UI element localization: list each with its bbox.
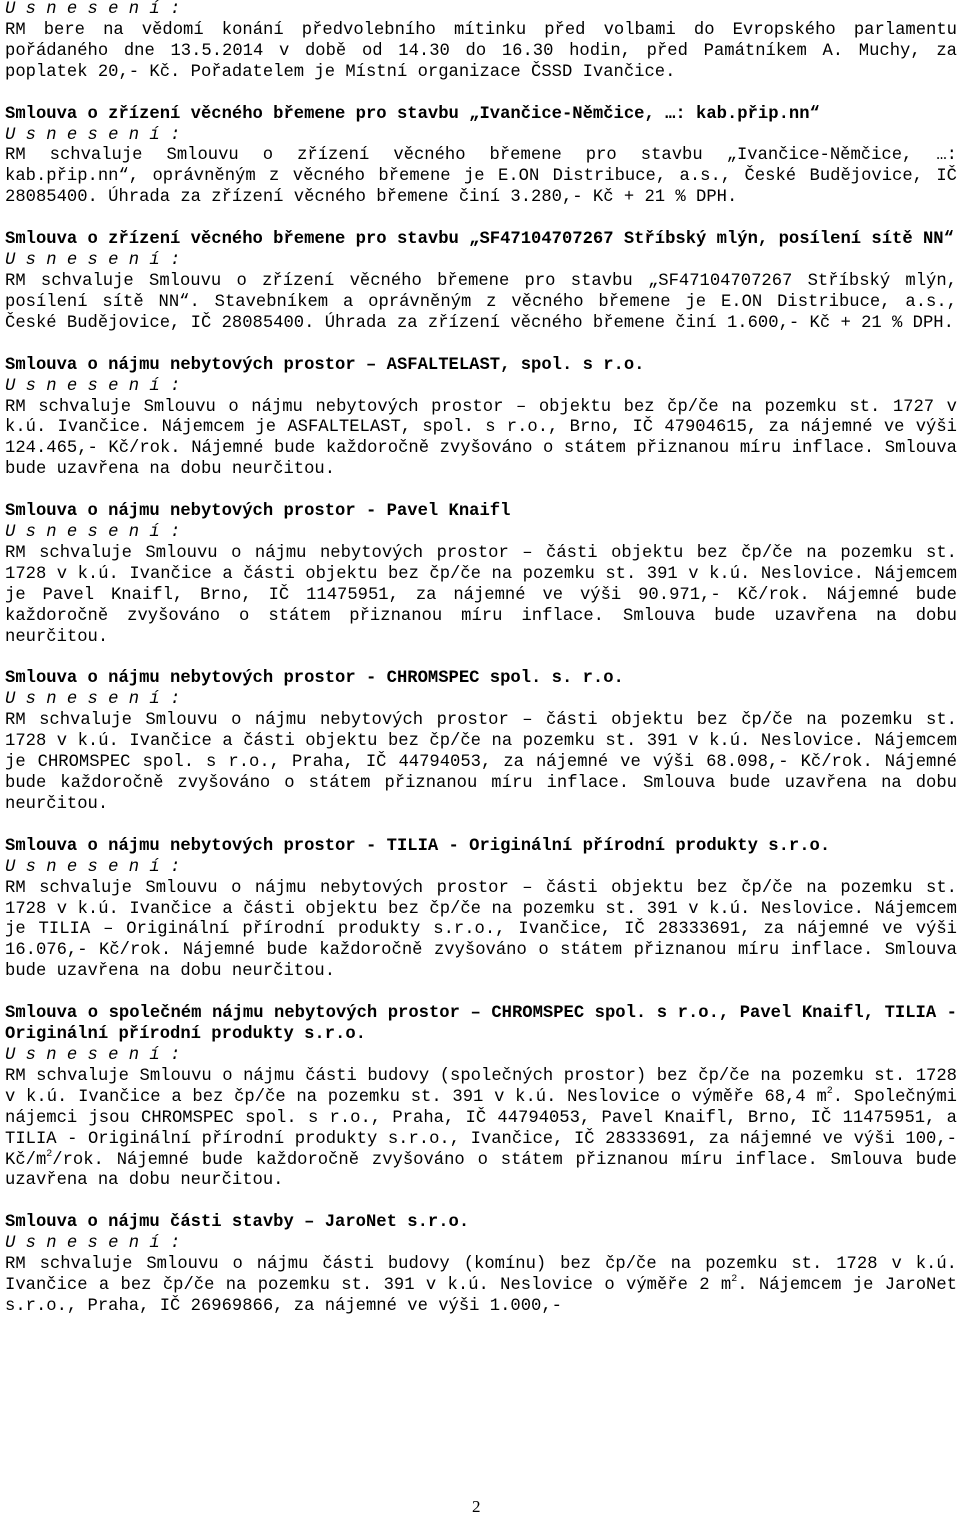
superscript: 2 — [826, 1086, 833, 1098]
text-part: . Nájemcem je JaroNet s.r.o., Praha, IČ 26969866, za nájemné ve výši 1.000,- — [5, 1276, 957, 1316]
superscript: 2 — [46, 1148, 53, 1160]
resolution-text: RM schvaluje Smlouvu o nájmu nebytových prostor – části objektu bez čp/če na pozemku st. 1728 v k.ú. Ivančice a části objektu bez čp/če na pozemku st. 391 v k.ú. Neslovice. Nájemcem je CHROMSPEC spol. s r.o., Praha, IČ 44794053, za nájemné ve výši 68.098,- Kč/rok. Nájemné bude každoročně zvyšováno o státem přiznanou míru inflace. Smlouva bude uzavřena na dobu neurčitou. — [5, 711, 957, 814]
resolution-block — [5, 0, 957, 84]
resolution-label: U s n e s e n í : — [5, 690, 181, 710]
section-heading: Smlouva o zřízení věcného břemene pro stavbu „SF47104707267 Stříbský mlýn, posílení sítě NN“ — [5, 230, 954, 250]
section-heading: Smlouva o nájmu nebytových prostor - CHROMSPEC spol. s. r.o. — [5, 669, 624, 689]
resolution-label: U s n e s e n í : — [5, 857, 181, 877]
resolution-block — [5, 356, 957, 481]
page-number: 2 — [472, 1497, 481, 1516]
resolution-label: U s n e s e n í : — [5, 125, 181, 145]
resolution-text: RM schvaluje Smlouvu o zřízení věcného břemene pro stavbu „Ivančice-Němčice, …: kab.přip.nn“, oprávněným z věcného břemene je E.ON Distribuce, a.s., České Budějovice, IČ 28085400. Úhrada za zřízení věcného břemene činí 3.280,- Kč + 21 % DPH. — [5, 146, 957, 208]
resolution-block — [5, 502, 957, 648]
section-heading: Smlouva o nájmu nebytových prostor – ASFALTELAST, spol. s r.o. — [5, 355, 645, 375]
text-part: /rok. Nájemné bude každoročně zvyšováno o státem přiznanou míru inflace. Smlouva bude uzavřena na dobu neurčitou. — [5, 1150, 957, 1191]
resolution-text: RM schvaluje Smlouvu o nájmu nebytových prostor – části objektu bez čp/če na pozemku st. 1728 v k.ú. Ivančice a části objektu bez čp/če na pozemku st. 391 v k.ú. Neslovice. Nájemcem je Pavel Knaifl, Brno, IČ 11475951, za nájemné ve výši 90.971,- Kč/rok. Nájemné bude každoročně zvyšováno o státem přiznanou míru inflace. Smlouva bude uzavřena na dobu neurčitou. — [5, 543, 957, 647]
document-body — [5, 0, 957, 1318]
section-heading: Smlouva o zřízení věcného břemene pro stavbu „Ivančice-Němčice, …: kab.přip.nn“ — [5, 104, 820, 124]
resolution-label: U s n e s e n í : — [5, 376, 181, 396]
section-heading: Smlouva o společném nájmu nebytových prostor – CHROMSPEC spol. s r.o., Pavel Knaifl, TILIA - Originální přírodní produkty s.r.o. — [5, 1004, 957, 1045]
resolution-label: U s n e s e n í : — [5, 0, 181, 19]
resolution-text — [5, 1067, 957, 1192]
resolution-text — [5, 1255, 957, 1318]
text-part: . Společnými nájemci jsou CHROMSPEC spol. s r.o., Praha, IČ 44794053, Pavel Knaifl, Brno, IČ 11475951, a TILIA - Originální přírodní produkty s.r.o., Ivančice, IČ 28333691, za nájemné ve výši 100,- Kč/m — [5, 1087, 957, 1170]
text-part: RM schvaluje Smlouvu o nájmu části budovy (společných prostor) bez čp/če na pozemku st. 1728 v k.ú. Ivančice a bez čp/če na pozemku st. 391 v k.ú. Neslovice o výměře 68,4 m — [5, 1066, 957, 1107]
resolution-block — [5, 669, 957, 815]
section-heading: Smlouva o nájmu nebytových prostor - TILIA - Originální přírodní produkty s.r.o. — [5, 836, 831, 856]
resolution-block — [5, 837, 957, 983]
section-heading: Smlouva o nájmu nebytových prostor - Pavel Knaifl — [5, 502, 511, 522]
resolution-label: U s n e s e n í : — [5, 523, 181, 543]
resolution-text: RM schvaluje Smlouvu o nájmu nebytových prostor – části objektu bez čp/če na pozemku st. 1728 v k.ú. Ivančice a části objektu bez čp/če na pozemku st. 391 v k.ú. Neslovice. Nájemcem je TILIA – Originální přírodní produkty s.r.o., Ivančice, IČ 28333691, za nájemné ve výši 16.076,- Kč/rok. Nájemné bude každoročně zvyšováno o státem přiznanou míru inflace. Smlouva bude uzavřena na dobu neurčitou. — [5, 878, 957, 982]
resolution-text: RM bere na vědomí konání předvolebního mítinku před volbami do Evropského parlamentu pořádaného dne 13.5.2014 v době od 14.30 do 16.30 hodin, před Památníkem A. Muchy, za poplatek 20,- Kč. Pořadatelem je Místní organizace ČSSD Ivančice. — [5, 20, 957, 82]
resolution-block — [5, 105, 957, 210]
section-heading: Smlouva o nájmu části stavby – JaroNet s.r.o. — [5, 1213, 470, 1233]
resolution-block — [5, 230, 957, 335]
resolution-block — [5, 1213, 957, 1318]
resolution-label: U s n e s e n í : — [5, 1234, 181, 1254]
superscript: 2 — [731, 1274, 738, 1286]
resolution-label: U s n e s e n í : — [5, 251, 181, 271]
resolution-label: U s n e s e n í : — [5, 1045, 181, 1065]
text-part: RM schvaluje Smlouvu o nájmu části budovy (komínu) bez čp/če na pozemku st. 1728 v k.ú. Ivančice a bez čp/če na pozemku st. 391 v k.ú. Neslovice o výměře 2 m — [5, 1255, 957, 1296]
resolution-block — [5, 1004, 957, 1192]
resolution-text: RM schvaluje Smlouvu o nájmu nebytových prostor – objektu bez čp/če na pozemku st. 1727 v k.ú. Ivančice. Nájemcem je ASFALTELAST, spol. s r.o., Brno, IČ 47904615, za nájemné ve výši 124.465,- Kč/rok. Nájemné bude každoročně zvyšováno o státem přiznanou míru inflace. Smlouva bude uzavřena na dobu neurčitou. — [5, 397, 957, 480]
resolution-text: RM schvaluje Smlouvu o zřízení věcného břemene pro stavbu „SF47104707267 Stříbský mlýn, posílení sítě NN“. Stavebníkem a oprávněným z věcného břemene je E.ON Distribuce, a.s., České Budějovice, IČ 28085400. Úhrada za zřízení věcného břemene činí 1.600,- Kč + 21 % DPH. — [5, 271, 957, 333]
